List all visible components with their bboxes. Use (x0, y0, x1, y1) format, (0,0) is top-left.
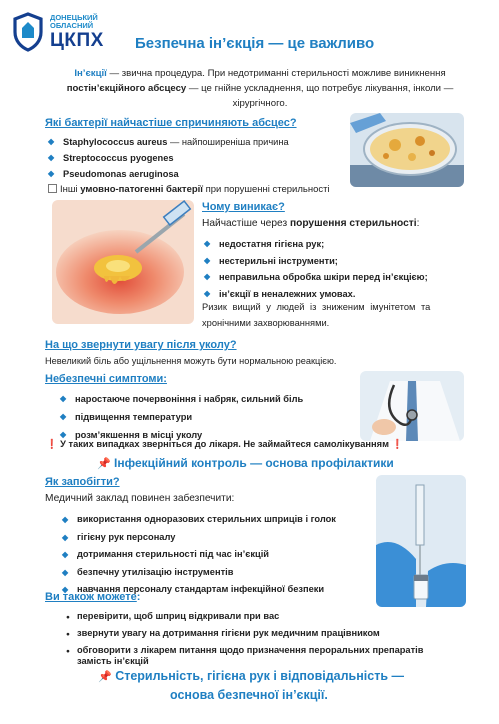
banner-text: Стерильність, гігієна рук і відповідальність — (115, 669, 404, 683)
list-item: ◆ підвищення температури (60, 408, 303, 426)
infection-control-banner (97, 456, 394, 470)
list-item: ◆ розм’якшення в місці уколу (60, 426, 303, 444)
intro-text-1: — звична процедура. При недотриманні стерильності можливе виникнення (106, 68, 446, 79)
prevent-lead: Медичний заклад повинен забезпечити: (45, 493, 235, 504)
intro-paragraph (45, 66, 475, 111)
after-heading: На що звернути увагу після уколу? (45, 339, 237, 351)
final-banner-line-2: основа безпечної ін’єкції. (170, 688, 328, 702)
page-title: Безпечна ін’єкція — це важливо (135, 35, 375, 52)
also-list (62, 608, 423, 659)
why-list (204, 236, 428, 302)
list-item: ◆ неправильна обробка шкіри перед ін’єкцією; (204, 269, 428, 286)
list-item: ● перевірити, щоб шприц відкривали при вас (62, 608, 423, 625)
why-heading: Чому виникає? (202, 201, 285, 213)
warning-icon: ❗ (391, 439, 404, 449)
bacteria-list (48, 134, 289, 182)
also-heading: Ви також можете: (45, 591, 141, 603)
list-item: ◆ ін’єкції в неналежних умовах. (204, 286, 428, 303)
warning-text: У таких випадках зверніться до лікаря. Не займайтеся самолікуванням (60, 439, 389, 449)
pin-icon: 📌 (98, 671, 112, 683)
list-item: ◆ нестерильні інструменти; (204, 253, 428, 270)
list-item: ◆ Staphylococcus aureus — найпоширеніша причина (48, 134, 289, 150)
why-lead: Найчастіше через порушення стерильності: (202, 218, 420, 229)
list-item: ◆ гігієну рук персоналу (62, 529, 336, 547)
abscess-image (52, 200, 194, 324)
logo-abbr: ЦКПХ (50, 30, 104, 51)
prevent-heading: Як запобігти? (45, 476, 120, 488)
warning-line (46, 439, 403, 450)
list-item: ◆ Pseudomonas aeruginosa (48, 166, 289, 182)
also-item-3-continuation: замість ін’єкцій (77, 656, 149, 666)
list-item: ● звернути увагу на дотримання гігієни рук медичним працівником (62, 625, 423, 642)
syringe-vial-image (376, 475, 466, 607)
intro-keyword-abscess: постін’єкційного абсцесу (66, 83, 187, 94)
risk-note-line-2: хронічними захворюваннями. (202, 318, 330, 328)
doctor-stethoscope-image (360, 371, 464, 441)
intro-text-2: — це гнійне ускладнення, що потребує лікування, інколи — хірургічного. (186, 83, 454, 109)
bacteria-other: Інші умовно-патогенні бактерії при порушенні стерильності (48, 184, 330, 195)
after-text: Невеликий біль або ущільнення можуть бути нормальною реакцією. (45, 356, 337, 366)
list-item: ◆ Streptococcus pyogenes (48, 150, 289, 166)
prevent-list (62, 511, 336, 599)
petri-dish-image (350, 113, 464, 187)
shield-logo-icon (12, 12, 44, 52)
list-item: ◆ дотримання стерильності під час ін’єкцій (62, 546, 336, 564)
list-item: ● обговорити з лікарем питання щодо призначення перорaльних препаратів (62, 642, 423, 659)
danger-heading: Небезпечні симптоми: (45, 373, 167, 385)
warning-icon: ❗ (46, 439, 58, 449)
bacteria-heading: Які бактерії найчастіше спричиняють абсцес? (45, 117, 297, 129)
list-item: ◆ недостатня гігієна рук; (204, 236, 428, 253)
list-item: ◆ наростаюче почервоніння і набряк, сильний біль (60, 390, 303, 408)
pin-icon: 📌 (97, 458, 111, 470)
checkbox-icon (48, 184, 57, 193)
banner-text: Інфекційний контроль — основа профілактики (114, 456, 394, 470)
list-item: ◆ навчання персоналу стандартам інфекційної безпеки (62, 581, 336, 599)
logo (12, 10, 122, 56)
list-item: ◆ безпечну утилізацію інструментів (62, 564, 336, 582)
danger-list (60, 390, 303, 444)
intro-keyword-injections: Ін’єкції (74, 68, 107, 79)
list-item: ◆ використання одноразових стерильних шприців і голок (62, 511, 336, 529)
logo-org-text: ДОНЕЦЬКИЙ ОБЛАСНИЙ (50, 13, 98, 30)
risk-note-line-1: Ризик вищий у людей із зниженим імунітетом та (202, 302, 431, 312)
final-banner-line-1 (98, 669, 404, 683)
